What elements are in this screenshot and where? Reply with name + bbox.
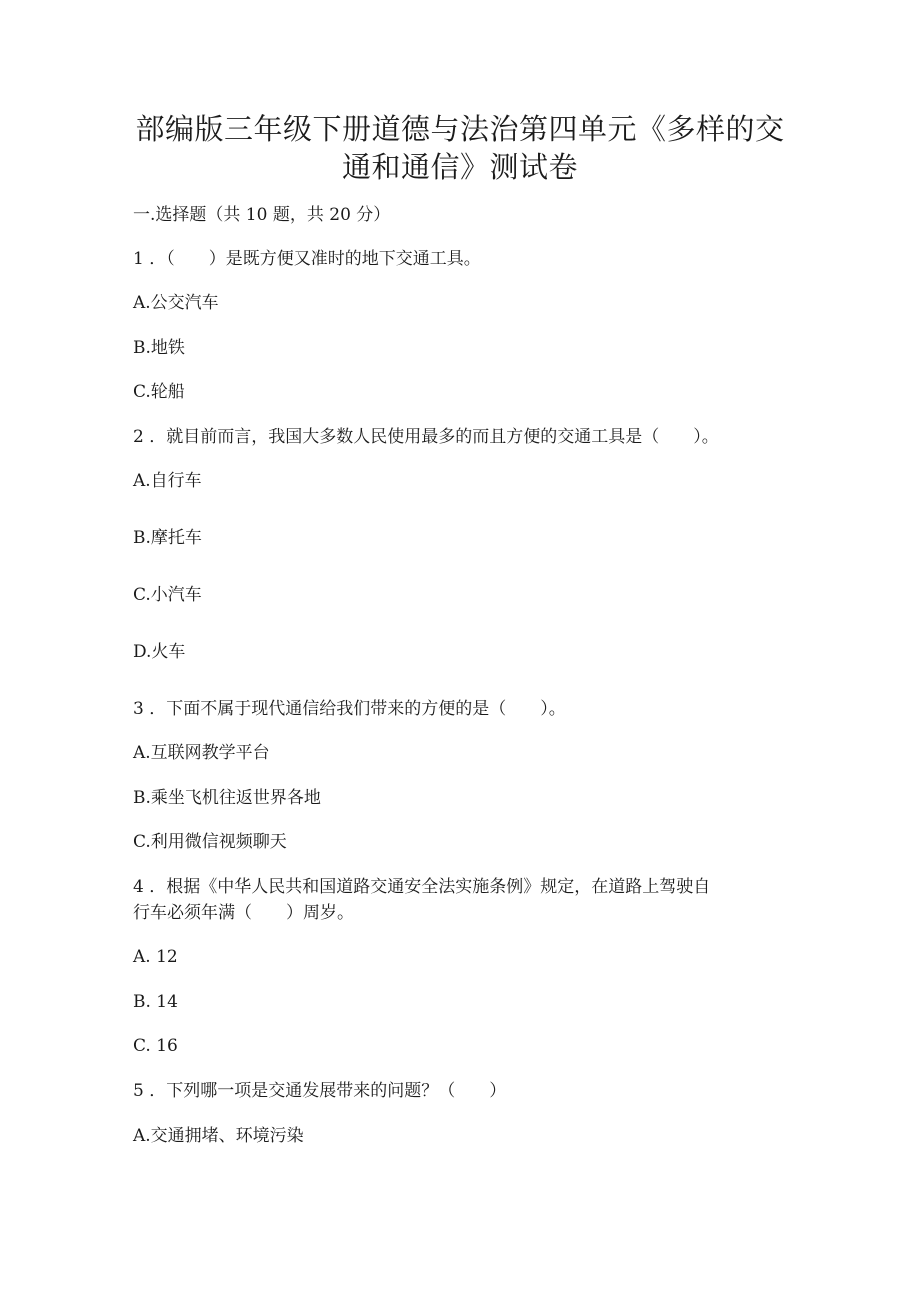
question-5-option-a: A.交通拥堵、环境污染 xyxy=(133,1126,304,1146)
question-4-option-b: B. 14 xyxy=(133,992,178,1012)
title-line-1: 部编版三年级下册道德与法治第四单元《多样的交 xyxy=(135,112,785,146)
question-4-option-a: A. 12 xyxy=(133,947,178,967)
question-3-option-c: C.利用微信视频聊天 xyxy=(133,832,287,852)
question-2-option-d: D.火车 xyxy=(133,642,186,662)
question-3-option-b: B.乘坐飞机往返世界各地 xyxy=(133,788,321,808)
question-1-option-c: C.轮船 xyxy=(133,382,185,402)
question-2-option-b: B.摩托车 xyxy=(133,528,202,548)
question-4-stem-line-2: 行车必须年满（ ）周岁。 xyxy=(133,903,354,923)
question-4-stem-line-1: 4 ．根据《中华人民共和国道路交通安全法实施条例》规定，在道路上驾驶自 xyxy=(133,877,711,897)
question-2-option-c: C.小汽车 xyxy=(133,585,202,605)
question-3-stem: 3 ．下面不属于现代通信给我们带来的方便的是（ ）。 xyxy=(133,699,566,719)
title-line-2: 通和通信》测试卷 xyxy=(341,150,578,184)
question-4-option-c: C. 16 xyxy=(133,1036,178,1056)
section-heading: 一.选择题（共 10 题，共 20 分） xyxy=(133,205,391,225)
question-2-option-a: A.自行车 xyxy=(133,471,202,491)
document-title xyxy=(130,110,790,186)
question-3-option-a: A.互联网教学平台 xyxy=(133,743,270,763)
question-2-stem: 2 ．就目前而言，我国大多数人民使用最多的而且方便的交通工具是（ ）。 xyxy=(133,427,719,447)
question-5-stem: 5 ．下列哪一项是交通发展带来的问题？（ ） xyxy=(133,1081,507,1101)
question-1-option-a: A.公交汽车 xyxy=(133,293,219,313)
question-1-stem: 1 ．（ ）是既方便又准时的地下交通工具。 xyxy=(133,249,481,269)
question-1-option-b: B.地铁 xyxy=(133,338,185,358)
